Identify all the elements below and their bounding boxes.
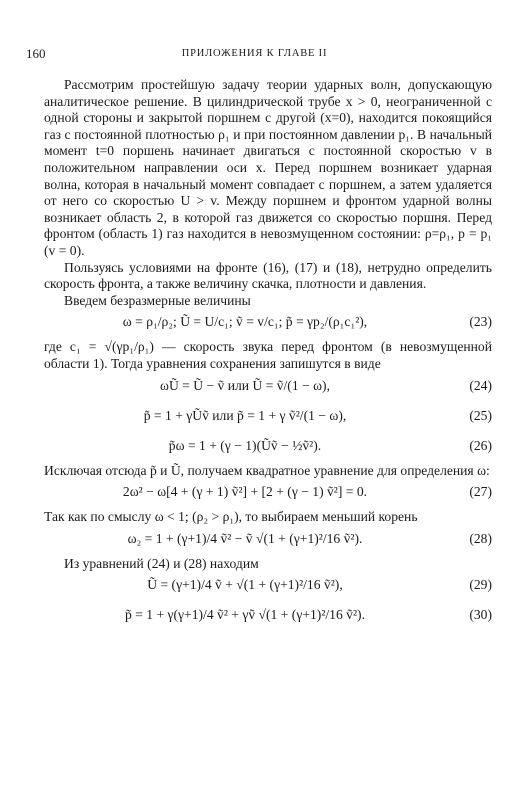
equation-number: (25) bbox=[469, 407, 492, 423]
equation-number: (23) bbox=[469, 314, 492, 330]
paragraph-2: Пользуясь условиями на фронте (16), (17) и (18), нетрудно определить скорость фронта, а также величину скачка, плотности и давления. bbox=[44, 259, 492, 292]
equation-number: (28) bbox=[469, 530, 492, 546]
paragraph-1: Рассмотрим простейшую задачу теории ударных волн, допускающую аналитическое решение. В цилиндрической трубе x > 0, неограниченной с одной стороны и закрытой поршнем с другой (x=0), находится покоящийся газ с постоянной плотностью ρ₁ и при постоянном давлении p₁. В начальный момент t=0 поршень начинает двигаться с постоянной скоростью v в положительном направлении оси x. Перед поршнем возникает ударная волна, которая в начальный момент совпадает с поршнем, а затем удаляется от него со скоростью U > v. Между поршнем и фронтом ударной волны возникает область 2, в которой газ движется со скоростью поршня. Перед фронтом (область 1) газ находится в невозмущенном состоянии: ρ=ρ₁, p = p₁ (v = 0). bbox=[44, 77, 492, 258]
equation-number: (26) bbox=[469, 437, 492, 453]
equation-number: (24) bbox=[469, 377, 492, 393]
equation-23 bbox=[44, 309, 492, 339]
equation-formula: ω₂ = 1 + (γ+1)/4 ṽ² − ṽ √(1 + (γ+1)²/16 ṽ²). bbox=[127, 530, 363, 546]
paragraph-4: где c₁ = √(γp₁/ρ₁) — скорость звука перед фронтом (в невозмущенной области 1). Тогда уравнения сохранения запишутся в виде bbox=[44, 339, 492, 371]
equation-number: (30) bbox=[469, 607, 492, 623]
equation-formula: 2ω² − ω[4 + (γ + 1) ṽ²] + [2 + (γ − 1) ṽ²] = 0. bbox=[122, 484, 368, 500]
equation-formula: p̃ω = 1 + (γ − 1)(Ũṽ − ½ṽ²). bbox=[168, 437, 322, 453]
paragraph-6: Так как по смыслу ω < 1; (ρ₂ > ρ₁), то выбираем меньший корень bbox=[44, 509, 418, 525]
equation-formula: p̃ = 1 + γ(γ+1)/4 ṽ² + γṽ √(1 + (γ+1)²/16 ṽ²). bbox=[125, 607, 365, 623]
equation-26 bbox=[44, 433, 492, 463]
equation-24 bbox=[44, 373, 492, 403]
paragraph-7: Из уравнений (24) и (28) находим bbox=[64, 555, 259, 571]
paragraph-5: Исключая отсюда p̃ и Ũ, получаем квадратное уравнение для определения ω: bbox=[44, 462, 490, 478]
equation-30 bbox=[44, 602, 492, 632]
equation-27 bbox=[44, 479, 492, 509]
equation-formula: ω = ρ₁/ρ₂; Ũ = U/c₁; ṽ = v/c₁; p̃ = γp₂/(ρ₁c₁²), bbox=[122, 314, 368, 330]
equation-number: (27) bbox=[469, 484, 492, 500]
equation-formula: Ũ = (γ+1)/4 ṽ + √(1 + (γ+1)²/16 ṽ²), bbox=[147, 577, 343, 593]
running-head: ПРИЛОЖЕНИЯ К ГЛАВЕ II bbox=[181, 48, 328, 59]
equation-29 bbox=[44, 572, 492, 602]
page-number: 160 bbox=[26, 46, 46, 61]
equation-25 bbox=[44, 403, 492, 433]
equation-formula: p̃ = 1 + γŨṽ или p̃ = 1 + γ ṽ²/(1 − ω), bbox=[143, 407, 347, 423]
equation-number: (29) bbox=[469, 577, 492, 593]
paragraph-3: Введем безразмерные величины bbox=[64, 292, 251, 308]
page-body bbox=[44, 77, 492, 632]
equation-formula: ωŨ = Ũ − ṽ или Ũ = ṽ/(1 − ω), bbox=[160, 377, 330, 393]
equation-28 bbox=[44, 526, 492, 556]
